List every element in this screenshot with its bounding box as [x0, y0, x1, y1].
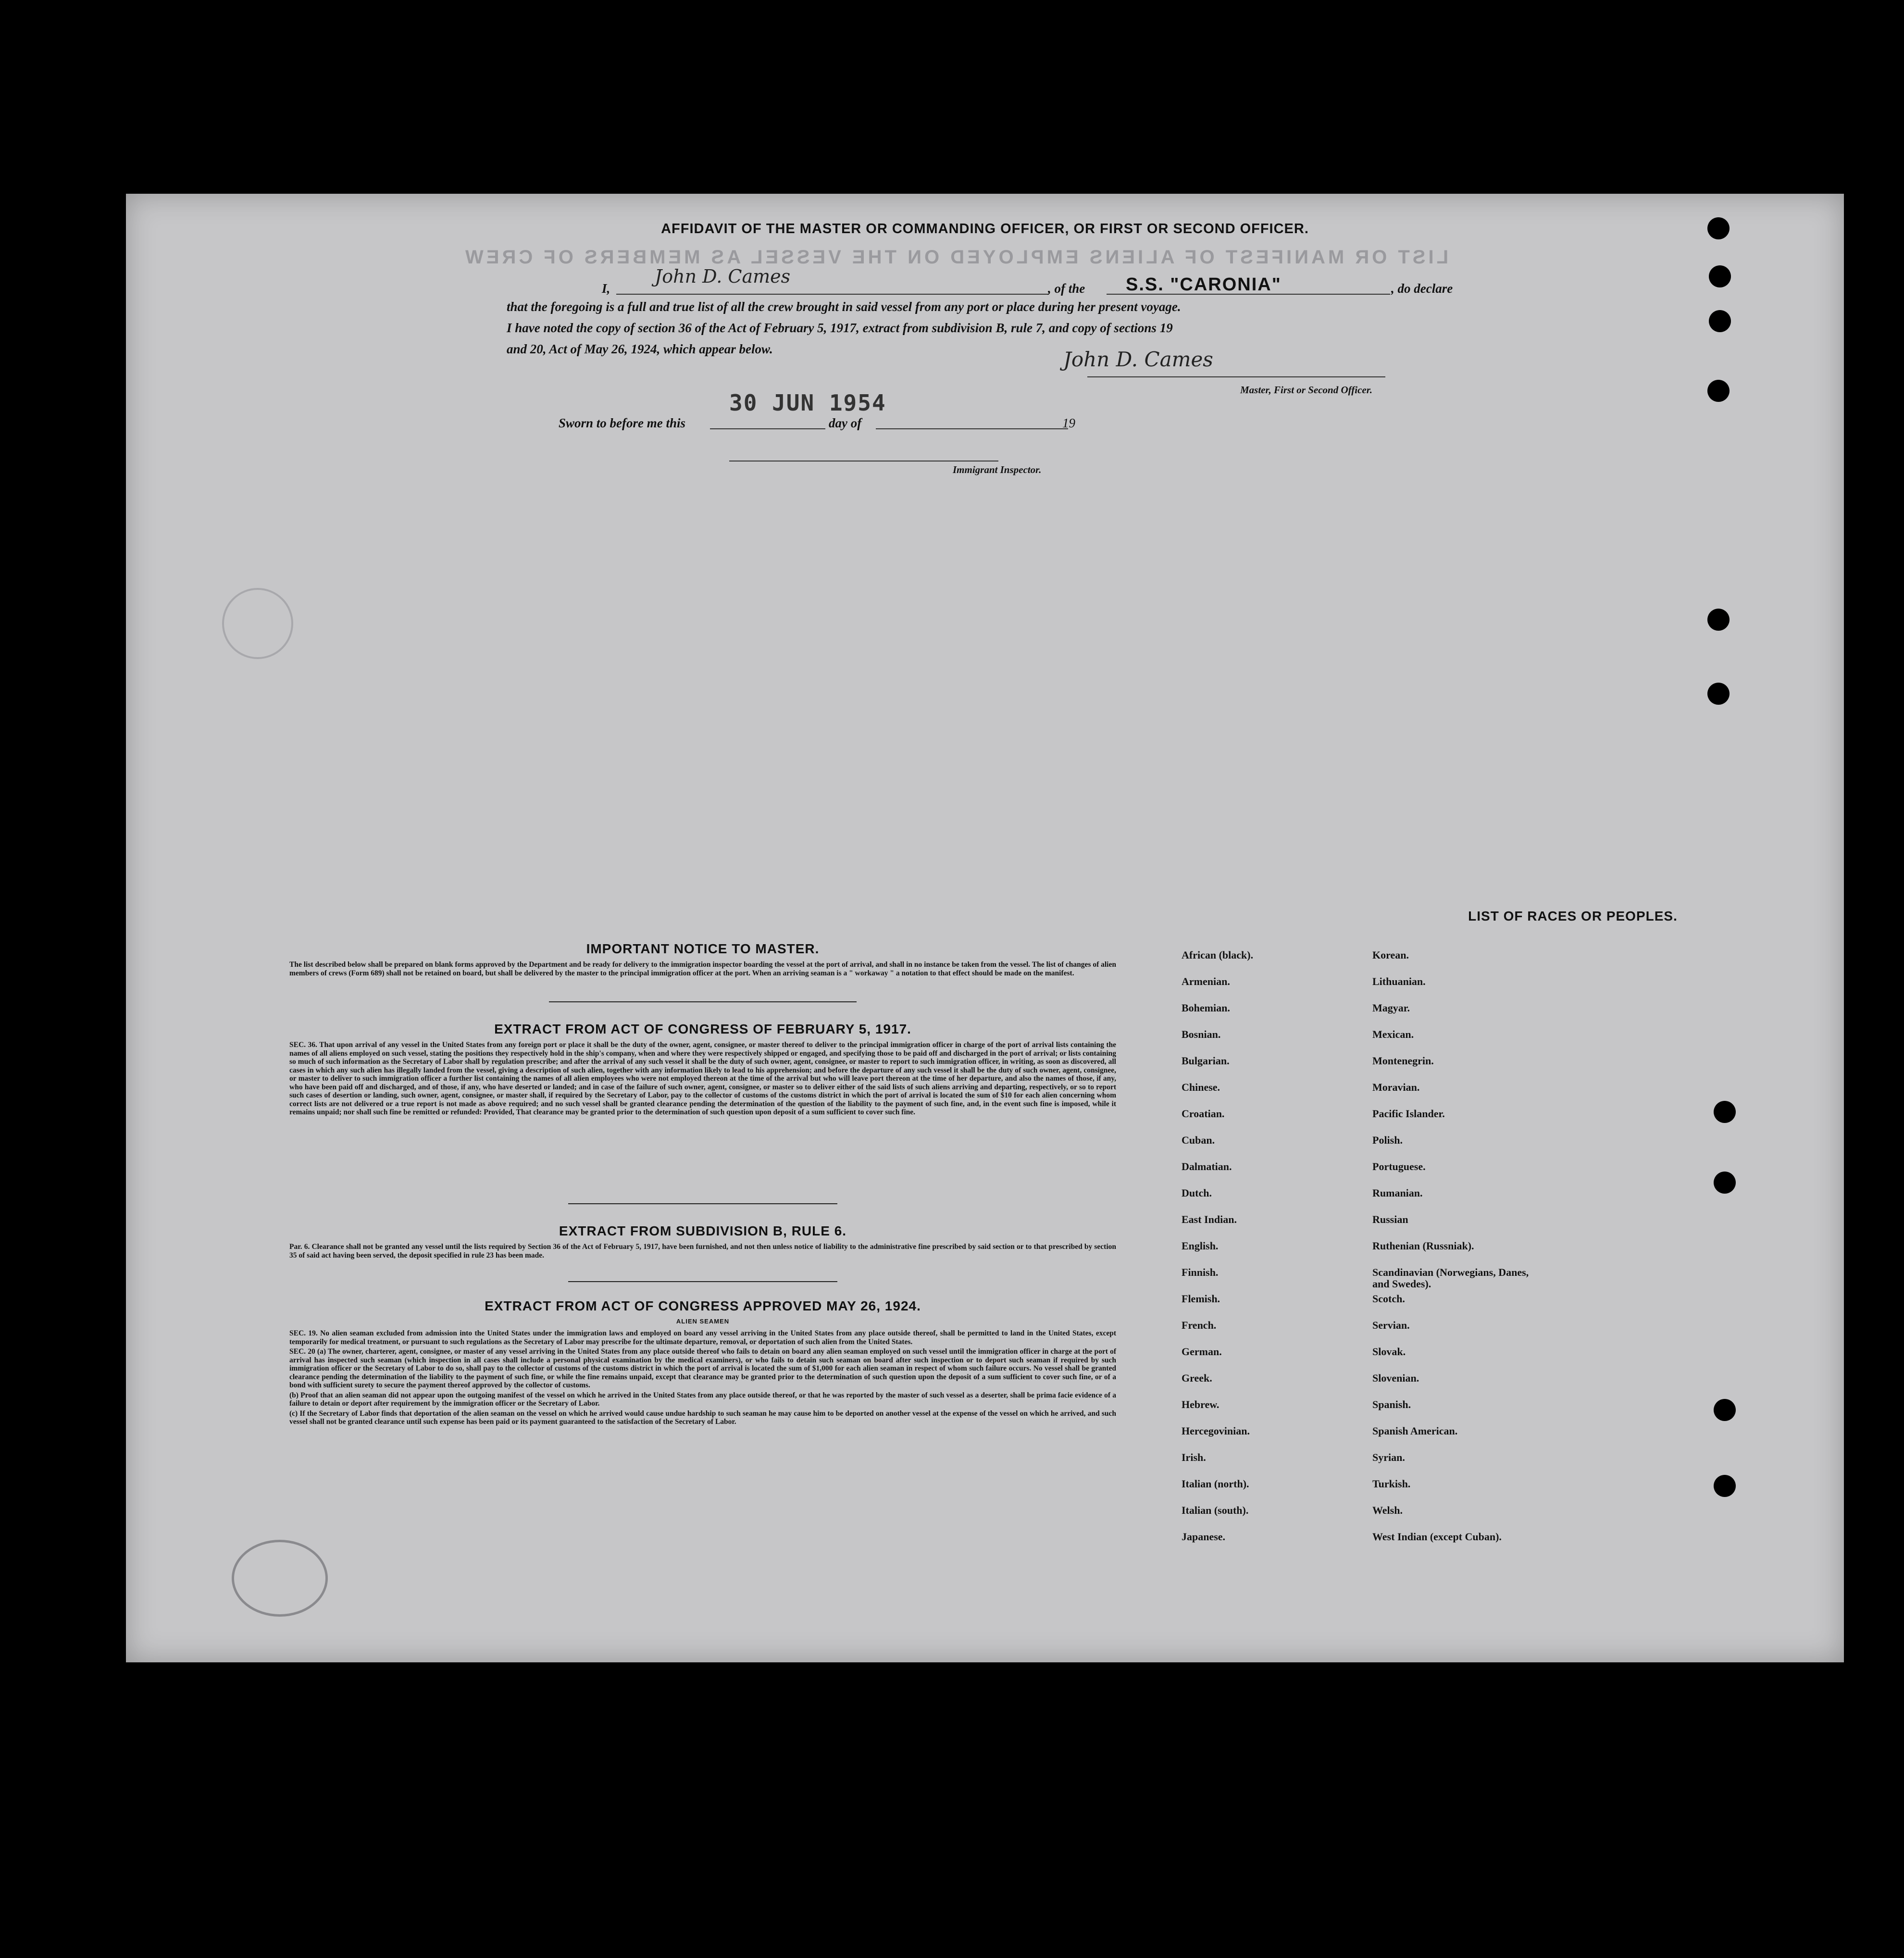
race-item: Magyar. — [1372, 1002, 1410, 1014]
race-item: French. — [1182, 1319, 1217, 1331]
race-item: Bosnian. — [1182, 1028, 1221, 1040]
bleed-through-text: LIST OR MANIFEST OF ALIENS EMPLOYED ON THE VESSEL AS MEMBERS OF CREW — [462, 247, 1449, 268]
races-title: LIST OF RACES OR PEOPLES. — [1468, 909, 1678, 923]
race-item: Chinese. — [1182, 1081, 1220, 1093]
race-item: Welsh. — [1372, 1504, 1403, 1516]
race-item: Dalmatian. — [1182, 1160, 1232, 1172]
race-item: Spanish. — [1372, 1398, 1411, 1410]
race-item: Korean. — [1372, 949, 1409, 961]
day-of-label: day of — [829, 416, 862, 430]
master-name-signature: John D. Cames — [655, 266, 791, 287]
race-item: Spanish American. — [1372, 1425, 1458, 1437]
sworn-month-line — [876, 428, 1068, 429]
race-item: Irish. — [1182, 1451, 1206, 1463]
race-item: Italian (south). — [1182, 1504, 1249, 1516]
race-item: Italian (north). — [1182, 1478, 1249, 1490]
affidavit-title: AFFIDAVIT OF THE MASTER OR COMMANDING OFFICER, OR FIRST OR SECOND OFFICER. — [661, 221, 1309, 237]
race-item: Bulgarian. — [1182, 1055, 1230, 1067]
race-item: West Indian (except Cuban). — [1372, 1531, 1502, 1543]
race-item: German. — [1182, 1346, 1222, 1358]
race-item: Cuban. — [1182, 1134, 1215, 1146]
document-page — [126, 194, 1844, 1662]
sworn-day-line — [710, 428, 825, 429]
affidavit-line-2: that the foregoing is a full and true list of all the crew brought in said vessel from any port or place during her present voyage. — [507, 299, 1181, 314]
race-item: Bohemian. — [1182, 1002, 1230, 1014]
master-caption: Master, First or Second Officer. — [1240, 384, 1372, 396]
race-item: Flemish. — [1182, 1293, 1220, 1305]
subdivision-title: EXTRACT FROM SUBDIVISION B, RULE 6. — [559, 1223, 847, 1238]
binder-hole — [1714, 1399, 1736, 1421]
race-item: East Indian. — [1182, 1213, 1237, 1225]
race-item: Scotch. — [1372, 1293, 1405, 1305]
race-item: Ruthenian (Russniak). — [1372, 1240, 1474, 1252]
extract-1917-paragraph: SEC. 36. That upon arrival of any vessel in the United States from any foreign port or place it shall be the duty of the owner, agent, consignee, or master thereof to deliver to the principal immigration officer in charge of the port of arrival lists containing the names of all aliens employed on such vessel, stating the positions they respectively hold in the ship's company, when and where they were respectively shipped or engaged, and specifying those to be paid off and discharged in the port of arrival; or lists containing so much of such information as the Secretary of Labor shall by regulation prescribe; and after the arrival of any such vessel it shall be the duty of such owner, agent, consignee, or master to report to such immigration officer, in writing, as soon as discovered, all cases in which any such alien has illegally landed from the vessel, giving a description of such alien, together with any information likely to lead to his apprehension; and before the departure of any such vessel it shall be the duty of such owner, agent, consignee, or master to deliver to such immigration officer a further list containing the names of all alien employees who were not employed thereon at the time of the arrival but who will leave port thereon at the time of her departure, and also the names of those, if any, who have been paid off and discharged, and of those, if any, who have deserted or landed; and in case of the failure of such owner, agent, consignee, or master so to deliver either of the said lists of such aliens arriving and departing, respectively, or so to report such cases of desertion or landing, such owner, agent, consignee, or master shall, if required by the Secretary of Labor, pay to the collector of customs of the customs district in which the port of arrival is located the sum of $10 for each alien concerning whom correct lists are not delivered or a true report is not made as above required; and no such vessel shall be granted clearance pending the determination of the question of the liability to the payment of such fine, and, in the event such fine is imposed, while it remains unpaid; nor shall such fine be remitted or refunded: Provided, That clearance may be granted prior to the determination of such question upon deposit of a sum sufficient to cover such fine. — [289, 1041, 1116, 1116]
extract-1917-title: EXTRACT FROM ACT OF CONGRESS OF FEBRUARY 5, 1917. — [494, 1022, 911, 1036]
race-item: Montenegrin. — [1372, 1055, 1434, 1067]
race-item: Lithuanian. — [1372, 975, 1426, 987]
race-item: Slovak. — [1372, 1346, 1406, 1358]
ship-name: S.S. "CARONIA" — [1126, 274, 1282, 295]
sec-19-paragraph: SEC. 19. No alien seaman excluded from admission into the United States under the immigration laws and employed on board any vessel arriving in the United States from any place outside thereof, shall be permitted to land in the United States, except temporarily for medical treatment, or pursuant to such regulations as the Secretary of Labor may prescribe for the ultimate departure, removal, or deportation of such alien from the United States. — [289, 1329, 1116, 1346]
race-item: Hercegovinian. — [1182, 1425, 1250, 1437]
race-item: Mexican. — [1372, 1028, 1414, 1040]
subdivision-paragraph: Par. 6. Clearance shall not be granted any vessel until the lists required by Section 36 of the Act of February 5, 1917, have been furnished, and not then unless notice of liability to the administrative fine prescribed by said section or to that prescribed by section 35 of said act having been served, the deposit specified in rule 23 has been made. — [289, 1243, 1116, 1260]
race-item: Servian. — [1372, 1319, 1410, 1331]
year-label: 19 — [1062, 416, 1075, 430]
race-item: African (black). — [1182, 949, 1254, 961]
binder-hole — [1707, 380, 1730, 402]
divider-3 — [568, 1281, 837, 1282]
extract-1924-text — [289, 1329, 1116, 1428]
binder-hole — [1714, 1101, 1736, 1123]
affidavit-line-4: and 20, Act of May 26, 1924, which appear below. — [507, 342, 773, 356]
binder-hole — [1714, 1172, 1736, 1194]
binder-hole — [1707, 683, 1730, 705]
binder-hole — [1709, 310, 1731, 332]
divider-2 — [568, 1203, 837, 1204]
divider-1 — [549, 1001, 857, 1002]
faint-seal-stamp — [232, 1540, 328, 1617]
race-item: Portuguese. — [1372, 1160, 1426, 1172]
binder-hole — [1714, 1475, 1736, 1497]
race-item: Russian — [1372, 1213, 1408, 1225]
master-signature-line — [1087, 376, 1385, 377]
notice-text — [289, 960, 1116, 979]
notice-title: IMPORTANT NOTICE TO MASTER. — [586, 941, 820, 956]
race-item: Scandinavian (Norwegians, Danes, and Swedes). — [1372, 1266, 1529, 1290]
inspector-caption: Immigrant Inspector. — [953, 464, 1042, 475]
race-item: Dutch. — [1182, 1187, 1212, 1199]
name-line — [616, 294, 1049, 295]
race-item: Rumanian. — [1372, 1187, 1423, 1199]
sworn-label: Sworn to before me this — [559, 416, 686, 430]
race-item: Greek. — [1182, 1372, 1212, 1384]
of-the-label: , of the — [1048, 281, 1085, 296]
race-item: Turkish. — [1372, 1478, 1411, 1490]
binder-hole — [1709, 265, 1731, 287]
race-item: Syrian. — [1372, 1451, 1405, 1463]
race-item: Japanese. — [1182, 1531, 1226, 1543]
race-item: English. — [1182, 1240, 1219, 1252]
race-item: Pacific Islander. — [1372, 1108, 1445, 1120]
extract-1917-text — [289, 1041, 1116, 1118]
binder-hole — [1707, 217, 1730, 239]
race-item: Finnish. — [1182, 1266, 1219, 1278]
sec-20b-paragraph: (b) Proof that an alien seaman did not appear upon the outgoing manifest of the vessel on which he arrived in the United States from any place outside thereof, or that he was reported by the master of such vessel as a deserter, shall be prima facie evidence of a failure to detain or deport after requirement by the immigration officer or the Secretary of Labor. — [289, 1391, 1116, 1408]
binder-hole — [1707, 609, 1730, 631]
extract-1924-title: EXTRACT FROM ACT OF CONGRESS APPROVED MAY 26, 1924. — [485, 1298, 921, 1313]
notice-paragraph: The list described below shall be prepared on blank forms approved by the Department and be ready for delivery to the immigration inspector boarding the vessel at the port of arrival, and shall in no instance be taken from the vessel. The list of changes of alien members of crews (Form 689) shall not be retained on board, but shall be delivered by the master to the principal immigration officer at the port. When an arriving seaman is a " workaway " a notation to that effect should be made on the manifest. — [289, 960, 1116, 977]
sec-20c-paragraph: (c) If the Secretary of Labor finds that deportation of the alien seaman on the vessel on which he arrived would cause undue hardship to such seaman he may cause him to be deported on another vessel at the expense of the vessel on which he arrived, and such vessel shall not be granted clearance until such expense has been paid or its payment guaranteed to the satisfaction of the Secretary of Labor. — [289, 1409, 1116, 1426]
alien-seamen-subtitle: ALIEN SEAMEN — [676, 1318, 730, 1325]
race-item: Hebrew. — [1182, 1398, 1220, 1410]
race-item: Polish. — [1372, 1134, 1403, 1146]
date-stamp: 30 JUN 1954 — [729, 390, 886, 416]
master-signature: John D. Cames — [1063, 348, 1213, 371]
race-item: Armenian. — [1182, 975, 1230, 987]
race-item: Moravian. — [1372, 1081, 1420, 1093]
race-item: Croatian. — [1182, 1108, 1225, 1120]
faint-round-stamp — [222, 588, 293, 659]
do-declare-label: , do declare — [1391, 281, 1453, 296]
sec-20a-paragraph: SEC. 20 (a) The owner, charterer, agent, consignee, or master of any vessel arriving in the United States from any place outside thereof who fails to detain on board any alien seaman employed on such vessel until the immigration officer in charge at the port of arrival has inspected such seaman (which inspection in all cases shall include a personal physical examination by the medical examiners), or who fails to detain such seaman on board after such inspection or to deport such seaman if required by such immigration officer or the Secretary of Labor to do so, shall pay to the collector of customs of the customs district in which the port of arrival is located the sum of $1,000 for each alien seaman in respect of whom such failure occurs. No vessel shall be granted clearance pending the determination of the liability to the payment of such fine, or while the fine remains unpaid, except that clearance may be granted prior to the determination of such question upon the deposit of a sum sufficient to cover such fine, or of a bond with sufficient surety to secure the payment thereof approved by the collector of customs. — [289, 1347, 1116, 1389]
race-item: Slovenian. — [1372, 1372, 1419, 1384]
affidavit-i-label: I, — [602, 281, 610, 296]
subdivision-text — [289, 1243, 1116, 1261]
affidavit-line-3: I have noted the copy of section 36 of the Act of February 5, 1917, extract from subdivision B, rule 7, and copy of sections 19 — [507, 321, 1173, 335]
